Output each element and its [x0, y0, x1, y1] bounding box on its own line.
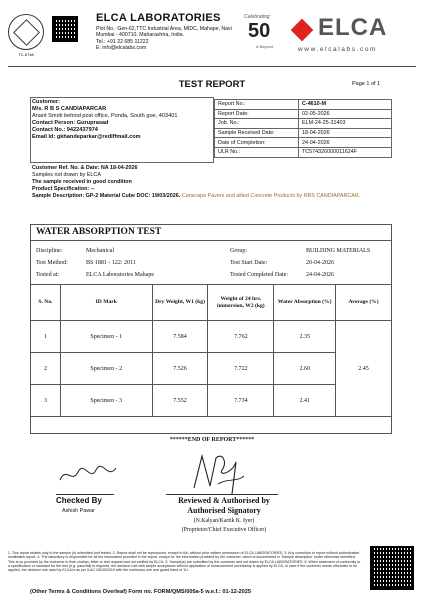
col-header: Weight of 24 hrs. immersion, W2 (kg)	[208, 285, 274, 321]
checked-by-label: Checked By	[56, 496, 102, 505]
info-value: 24-04-2026	[299, 138, 392, 148]
table-row	[215, 119, 392, 129]
info-key: ULR No.:	[215, 147, 299, 157]
table-row	[215, 100, 392, 110]
info-key: Report Date:	[215, 109, 299, 119]
customer-ref: Customer Ref. No. & Date: NA 18-04-2026	[32, 165, 138, 171]
info-key: Date of Completion:	[215, 138, 299, 148]
id-cell: Specimen - 3	[60, 385, 152, 417]
start-label: Test Start Date:	[230, 260, 268, 266]
iso-text: TC-6748	[18, 52, 34, 57]
table-row	[31, 321, 392, 353]
checker-line	[56, 494, 114, 495]
lab-seal-logo	[8, 14, 44, 50]
info-value: TC574326000011624F	[299, 147, 392, 157]
info-key: Job. No.:	[215, 119, 299, 129]
qr-code-top	[52, 16, 78, 42]
customer-address: Anant Smriti behind post office, Ponda, South goe, 403401	[32, 113, 178, 119]
report-info-table	[214, 99, 392, 158]
info-key: Report No.:	[215, 100, 299, 110]
wa-cell: 2.41	[274, 385, 336, 417]
col-header: Average (%)	[336, 285, 392, 321]
address-line: Plot No.: Gen-62,TTC Industrial Area, MIDC, Mahape, Navi Mumbai - 400710. Maharashtra, India.	[96, 26, 232, 39]
w2-cell: 7.734	[208, 385, 274, 417]
discipline-label: Discipline:	[36, 248, 63, 254]
wa-cell: 2.35	[274, 321, 336, 353]
years-text: & Beyond	[256, 44, 274, 49]
average-cell: 2.45	[336, 321, 392, 417]
signatory-names: (N.Kalyan/Kartik K. Iyer)	[193, 518, 255, 524]
checker-signature	[56, 462, 120, 486]
samples-drawn: Samples not drawn by ELCA	[32, 172, 101, 178]
w2-cell: 7.762	[208, 321, 274, 353]
col-header: S. No.	[31, 285, 61, 321]
customer-email: Email Id: gkhandeparkar@rediffmail.com	[32, 134, 141, 140]
tested-at-label: Tested at:	[36, 272, 60, 278]
group-value: BUILDING MATERIALS	[306, 248, 371, 254]
method-value: BS 1881 - 122: 2011	[86, 260, 136, 266]
product-spec: Product Specification: --	[32, 186, 95, 192]
table-header-row	[31, 285, 392, 321]
info-value: 18-04-2026	[299, 128, 392, 138]
sample-details	[32, 165, 392, 200]
reviewed-label: Reviewed & Authorised by	[178, 496, 270, 505]
sno-cell: 2	[31, 353, 61, 385]
table-row	[215, 128, 392, 138]
celebrating-text: Celebrating	[244, 14, 270, 20]
footer-form-no: (Other Terms & Conditions Overleaf) Form no. FORM/QMS/005a-5 w.e.f.: 01-12-2025	[30, 589, 252, 595]
col-header: Water Absorption (%)	[274, 285, 336, 321]
fifty-years-badge: 50	[248, 20, 271, 42]
company-name: ELCA LABORATORIES	[96, 12, 221, 24]
table-row	[215, 147, 392, 157]
tested-at-value: ELCA Laboratories Mahape	[86, 272, 154, 278]
info-value: 02-05-2026	[299, 109, 392, 119]
w1-cell: 7.552	[152, 385, 208, 417]
start-value: 20-04-2026	[306, 260, 334, 266]
page-number: Page 1 of 1	[352, 81, 381, 87]
info-value: C-4610-M	[299, 100, 392, 110]
customer-name: M/s. R B S CANDIAPARCAR	[32, 106, 107, 112]
terms-notes: 1. This report relates only to the sample (s) submitted and tested. 2. Report shall not be reproduced, except in full, without prior written permission of ELCA LABORATORIES. 3. Any correction to report without authorization invalidates report. 4. The laboratory is responsible for all the information provided in the report, except for the information provided by the customer, which is documented in 'Sample description' under otherwise identified. This is so provided by the customer in their challan, letter or test request and not verified by ELCA. 5. Sample(s) are submitted by the customer and not drawn by ELCA LABORATORIES. 6. When statement of conformity to a specification or standard for the test (e.g. pass/fail) is required, the decision rule with simple acceptance without application of measurement uncertainty is applied by ELCA, in case if the customer needs otherwise to be applied, the decision rule used by ELCA is as per ILAC G8:09/2019 with the nonbinary rule and guard band of 1U.	[8, 551, 361, 573]
report-title: TEST REPORT	[178, 79, 246, 90]
header-divider	[8, 66, 416, 67]
end-of-report: ******END OF REPORT******	[169, 437, 255, 443]
discipline-value: Mechanical	[86, 248, 114, 254]
info-key: Sample Received Date:	[215, 128, 299, 138]
authoriser-line	[166, 494, 278, 495]
sample-description: Sample Description: GP-2 Material Cube DOC: 19/03/2026.	[32, 193, 181, 199]
completed-value: 24-04-2026	[306, 272, 334, 278]
test-title: WATER ABSORPTION TEST	[36, 227, 162, 237]
sno-cell: 1	[31, 321, 61, 353]
w2-cell: 7.722	[208, 353, 274, 385]
w1-cell: 7.584	[152, 321, 208, 353]
authoriser-signature	[188, 448, 248, 498]
info-value: ELM-24-25-31403	[299, 119, 392, 129]
table-row	[215, 109, 392, 119]
website-text: www.elcalabs.com	[298, 46, 378, 53]
signatory-role: (Proprietor/Chief Executive Officer)	[181, 527, 267, 533]
test-title-divider	[30, 240, 392, 241]
results-table	[30, 284, 392, 417]
company-address	[96, 26, 236, 52]
group-label: Group:	[230, 248, 247, 254]
qr-code-bottom	[370, 546, 414, 590]
col-header: ID Mark	[60, 285, 152, 321]
email-line: E: info@elcalabs.com	[96, 45, 147, 52]
elca-logo-icon	[291, 19, 314, 42]
checker-name: Ashish Pawar	[62, 508, 95, 514]
col-header: Dry Weight, W1 (kg)	[152, 285, 208, 321]
customer-block	[32, 99, 214, 141]
sno-cell: 3	[31, 385, 61, 417]
completed-label: Tested Completed Date:	[230, 272, 288, 278]
id-cell: Specimen - 1	[60, 321, 152, 353]
contact-no: Contact No.: 9422437974	[32, 127, 98, 133]
id-cell: Specimen - 2	[60, 353, 152, 385]
elca-brand: ELCA	[318, 14, 388, 41]
authorised-label: Authorised Signatory	[187, 506, 261, 515]
wa-cell: 2.60	[274, 353, 336, 385]
method-label: Test Method:	[36, 260, 68, 266]
customer-label: Customer:	[32, 99, 60, 105]
table-row	[215, 138, 392, 148]
tel-line: Tel.: +91 22 685 11222	[96, 38, 149, 45]
w1-cell: 7.526	[152, 353, 208, 385]
sample-description-extra: Canscape Pavers and allied Concrete Products by RBS CANDIAPARCAR.	[181, 193, 361, 199]
sample-condition: The sample received in good condition	[32, 179, 132, 185]
contact-person: Contact Person: Guruprasad	[32, 120, 109, 126]
